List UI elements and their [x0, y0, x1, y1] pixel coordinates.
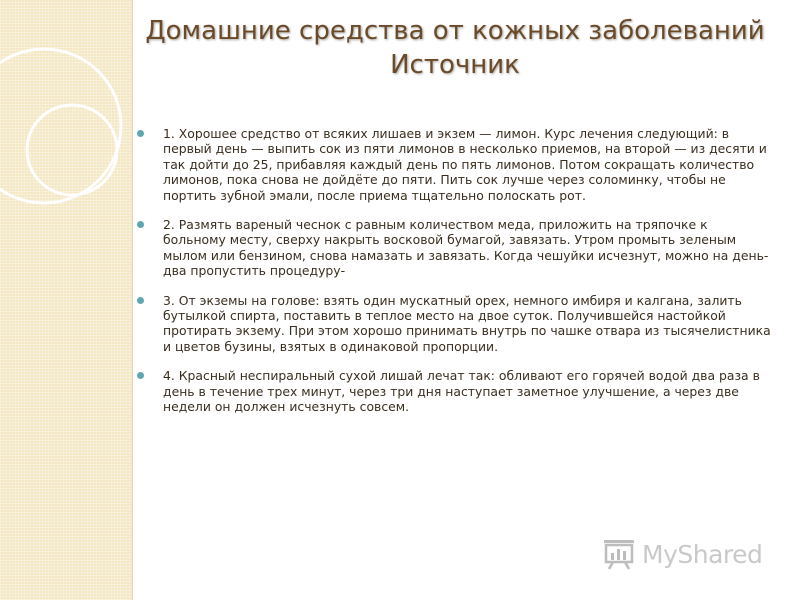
slide-title-line2: Источник — [390, 50, 520, 80]
bullet-icon — [137, 297, 144, 304]
list-item-text: 2. Размять вареный чеснок с равным количеством меда, приложить на тряпочке к больному месту, сверху накрыть восковой бумагой, завязать. Утром промыть зеленым мылом или бензином, снова намазать и завязать. Когда чешуйки исчезнут, можно на день-два пропустить процедуру- — [163, 217, 769, 279]
decorative-circle-small — [27, 105, 117, 195]
list-item-text: 4. Красный неспиральный сухой лишай лечат так: обливают его горячей водой два раза в день в течение трех минут, через три дня наступает заметное улучшение, а через две недели он должен исчезнуть совсем. — [163, 368, 760, 415]
list-item — [163, 368, 773, 414]
decorative-circles — [0, 0, 140, 260]
decorative-circle-large — [0, 49, 121, 203]
bullet-icon — [137, 130, 144, 137]
list-item-text: 3. От экземы на голове: взять один мускатный орех, немного имбиря и калгана, залить бутылкой спирта, поставить в теплое место на двое суток. Получившейся настойкой протирать экзему. При этом хорошо принимать внутрь по чашке отвара из тысячелистника и цветов бузины, взятых в одинаковой пропорции. — [163, 292, 771, 354]
presentation-board-icon — [602, 537, 636, 571]
slide-title — [130, 14, 780, 82]
list-item — [163, 293, 773, 355]
list-item — [163, 217, 773, 279]
bullet-list — [163, 126, 773, 429]
bullet-icon — [137, 372, 144, 379]
slide-title-line1: Домашние средства от кожных заболеваний — [145, 16, 765, 46]
bullet-icon — [137, 221, 144, 228]
list-item — [163, 126, 773, 203]
watermark-logo-text: MyShared — [642, 539, 763, 569]
watermark-logo — [602, 533, 772, 575]
list-item-text: 1. Хорошее средство от всяких лишаев и экзем — лимон. Курс лечения следующий: в первый день — выпить сок из пяти лимонов в несколько приемов, на второй — из десяти и так дойти до 25, прибавляя каждый день по пять лимонов. Потом сокращать количество лимонов, пока снова не дойдёте до пяти. Пить сок лучше через соломинку, чтобы не портить зубной эмали, после приема тщательно полоскать рот. — [163, 126, 767, 203]
